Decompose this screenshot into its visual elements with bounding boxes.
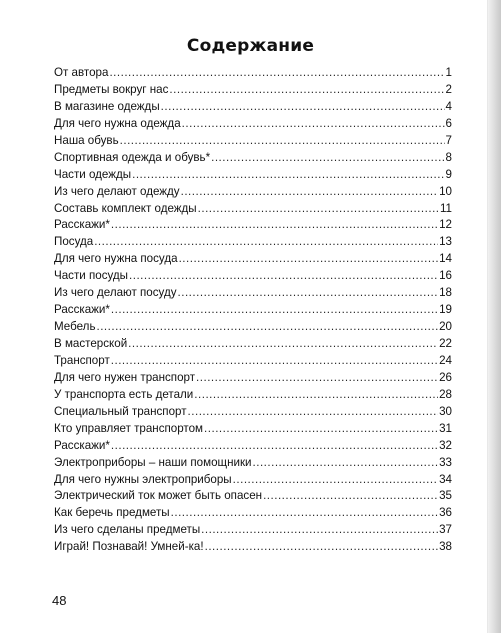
toc-leader-dots (128, 336, 438, 353)
page-title: Содержание (186, 36, 315, 56)
toc-entry-page: 9 (445, 167, 452, 181)
toc-entry[interactable] (54, 65, 452, 82)
toc-leader-dots (111, 302, 438, 319)
page-edge-shadow (487, 0, 501, 633)
toc-entry-page: 32 (439, 438, 452, 452)
toc-entry-title: Кто управляет транспортом (54, 421, 204, 435)
toc-entry[interactable] (54, 82, 452, 99)
toc-entry-title: Составь комплект одежды (54, 201, 197, 215)
toc-leader-dots (205, 539, 439, 556)
toc-entry-page: 8 (445, 150, 452, 164)
toc-entry[interactable] (54, 353, 452, 370)
toc-leader-dots (111, 353, 438, 370)
toc-entry[interactable] (54, 488, 452, 505)
toc-entry[interactable] (54, 539, 452, 556)
toc-entry-title: Для чего нужны электроприборы (54, 472, 232, 486)
toc-leader-dots (94, 234, 438, 251)
toc-leader-dots (263, 488, 438, 505)
toc-entry-page: 20 (439, 320, 452, 334)
toc-entry[interactable] (54, 455, 452, 472)
toc-entry-title: Расскажи* (54, 218, 110, 232)
toc-entry[interactable] (54, 234, 452, 251)
toc-entry-title: Электрический ток может быть опасен (54, 489, 263, 503)
toc-entry[interactable] (54, 201, 452, 218)
toc-entry-page: 34 (439, 472, 452, 486)
toc-entry[interactable] (54, 251, 452, 268)
toc-entry-page: 37 (439, 523, 452, 537)
toc-entry-title: Для чего нужна посуда (54, 252, 178, 266)
toc-entry-title: Транспорт (54, 353, 110, 367)
toc-entry[interactable] (54, 268, 452, 285)
toc-leader-dots (201, 522, 438, 539)
toc-entry-title: Мебель (54, 320, 96, 334)
toc-entry-page: 4 (445, 99, 452, 113)
toc-leader-dots (211, 150, 444, 167)
toc-entry-title: Для чего нужна одежда (54, 116, 181, 130)
table-of-contents (54, 65, 452, 556)
toc-leader-dots (169, 82, 444, 99)
toc-leader-dots (111, 438, 438, 455)
toc-leader-dots (233, 472, 438, 489)
toc-entry-title: Части посуды (54, 269, 129, 283)
toc-entry[interactable] (54, 505, 452, 522)
toc-entry[interactable] (54, 302, 452, 319)
toc-leader-dots (111, 217, 438, 234)
toc-entry[interactable] (54, 404, 452, 421)
toc-entry[interactable] (54, 150, 452, 167)
toc-entry-title: В магазине одежды (54, 99, 160, 113)
toc-leader-dots (196, 370, 438, 387)
toc-entry-title: Как беречь предметы (54, 506, 170, 520)
toc-entry-title: Специальный транспорт (54, 404, 187, 418)
toc-entry[interactable] (54, 370, 452, 387)
toc-entry-page: 18 (439, 286, 452, 300)
toc-entry-title: Посуда (54, 235, 94, 249)
toc-leader-dots (132, 167, 444, 184)
toc-entry[interactable] (54, 217, 452, 234)
toc-leader-dots (198, 201, 439, 218)
toc-entry-page: 12 (439, 218, 452, 232)
toc-entry[interactable] (54, 472, 452, 489)
toc-leader-dots (204, 421, 438, 438)
toc-entry-page: 30 (439, 404, 452, 418)
toc-leader-dots (188, 404, 439, 421)
toc-entry[interactable] (54, 99, 452, 116)
toc-entry-title: Электроприборы – наши помощники (54, 455, 252, 469)
toc-entry-page: 28 (439, 387, 452, 401)
toc-entry-page: 1 (445, 66, 452, 79)
toc-entry-page: 7 (445, 133, 452, 147)
toc-leader-dots (178, 285, 439, 302)
toc-entry[interactable] (54, 421, 452, 438)
toc-leader-dots (181, 184, 438, 201)
toc-entry[interactable] (54, 285, 452, 302)
toc-entry-title: От автора (54, 66, 109, 79)
toc-entry-page: 13 (439, 235, 452, 249)
toc-entry-page: 36 (439, 506, 452, 520)
toc-leader-dots (120, 133, 445, 150)
toc-leader-dots (129, 268, 438, 285)
toc-leader-dots (182, 116, 445, 133)
toc-entry-page: 24 (439, 353, 452, 367)
toc-leader-dots (179, 251, 439, 268)
toc-entry-page: 31 (439, 421, 452, 435)
toc-entry[interactable] (54, 522, 452, 539)
toc-entry-page: 35 (439, 489, 452, 503)
toc-entry-title: Предметы вокруг нас (54, 82, 169, 96)
toc-entry[interactable] (54, 133, 452, 150)
toc-entry-title: Спортивная одежда и обувь* (54, 150, 211, 164)
toc-leader-dots (194, 387, 438, 404)
toc-entry[interactable] (54, 438, 452, 455)
page-number: 48 (52, 593, 67, 608)
toc-entry-title: В мастерской (54, 337, 128, 350)
toc-entry[interactable] (54, 116, 452, 133)
toc-entry-title: У транспорта есть детали (54, 387, 194, 401)
toc-entry-page: 10 (439, 184, 452, 198)
toc-entry-title: Части одежды (54, 167, 132, 181)
toc-entry-title: Для чего нужен транспорт (54, 370, 196, 384)
toc-entry-page: 38 (439, 540, 452, 554)
toc-entry-page: 22 (439, 337, 452, 350)
toc-entry-title: Расскажи* (54, 303, 110, 317)
toc-entry[interactable] (54, 336, 452, 353)
toc-leader-dots (96, 319, 438, 336)
toc-entry-page: 16 (439, 269, 452, 283)
toc-entry[interactable] (54, 184, 452, 201)
toc-entry-page: 19 (439, 303, 452, 317)
toc-entry[interactable] (54, 387, 452, 404)
toc-entry-page: 2 (445, 82, 452, 96)
toc-leader-dots (109, 65, 444, 82)
toc-entry-title: Из чего сделаны предметы (54, 523, 201, 537)
toc-leader-dots (161, 99, 445, 116)
toc-entry-page: 11 (439, 201, 452, 215)
toc-entry-page: 6 (445, 116, 452, 130)
toc-entry-title: Наша обувь (54, 133, 119, 147)
toc-entry-page: 14 (439, 252, 452, 266)
toc-leader-dots (253, 455, 439, 472)
toc-leader-dots (171, 505, 438, 522)
toc-entry-title: Расскажи* (54, 438, 110, 452)
toc-entry[interactable] (54, 319, 452, 336)
toc-entry-title: Из чего делают одежду (54, 184, 180, 198)
toc-entry-title: Играй! Познавай! Умней-ка! (54, 540, 204, 554)
toc-entry-page: 33 (439, 455, 452, 469)
toc-entry-title: Из чего делают посуду (54, 286, 177, 300)
toc-entry-page: 26 (439, 370, 452, 384)
toc-entry[interactable] (54, 167, 452, 184)
